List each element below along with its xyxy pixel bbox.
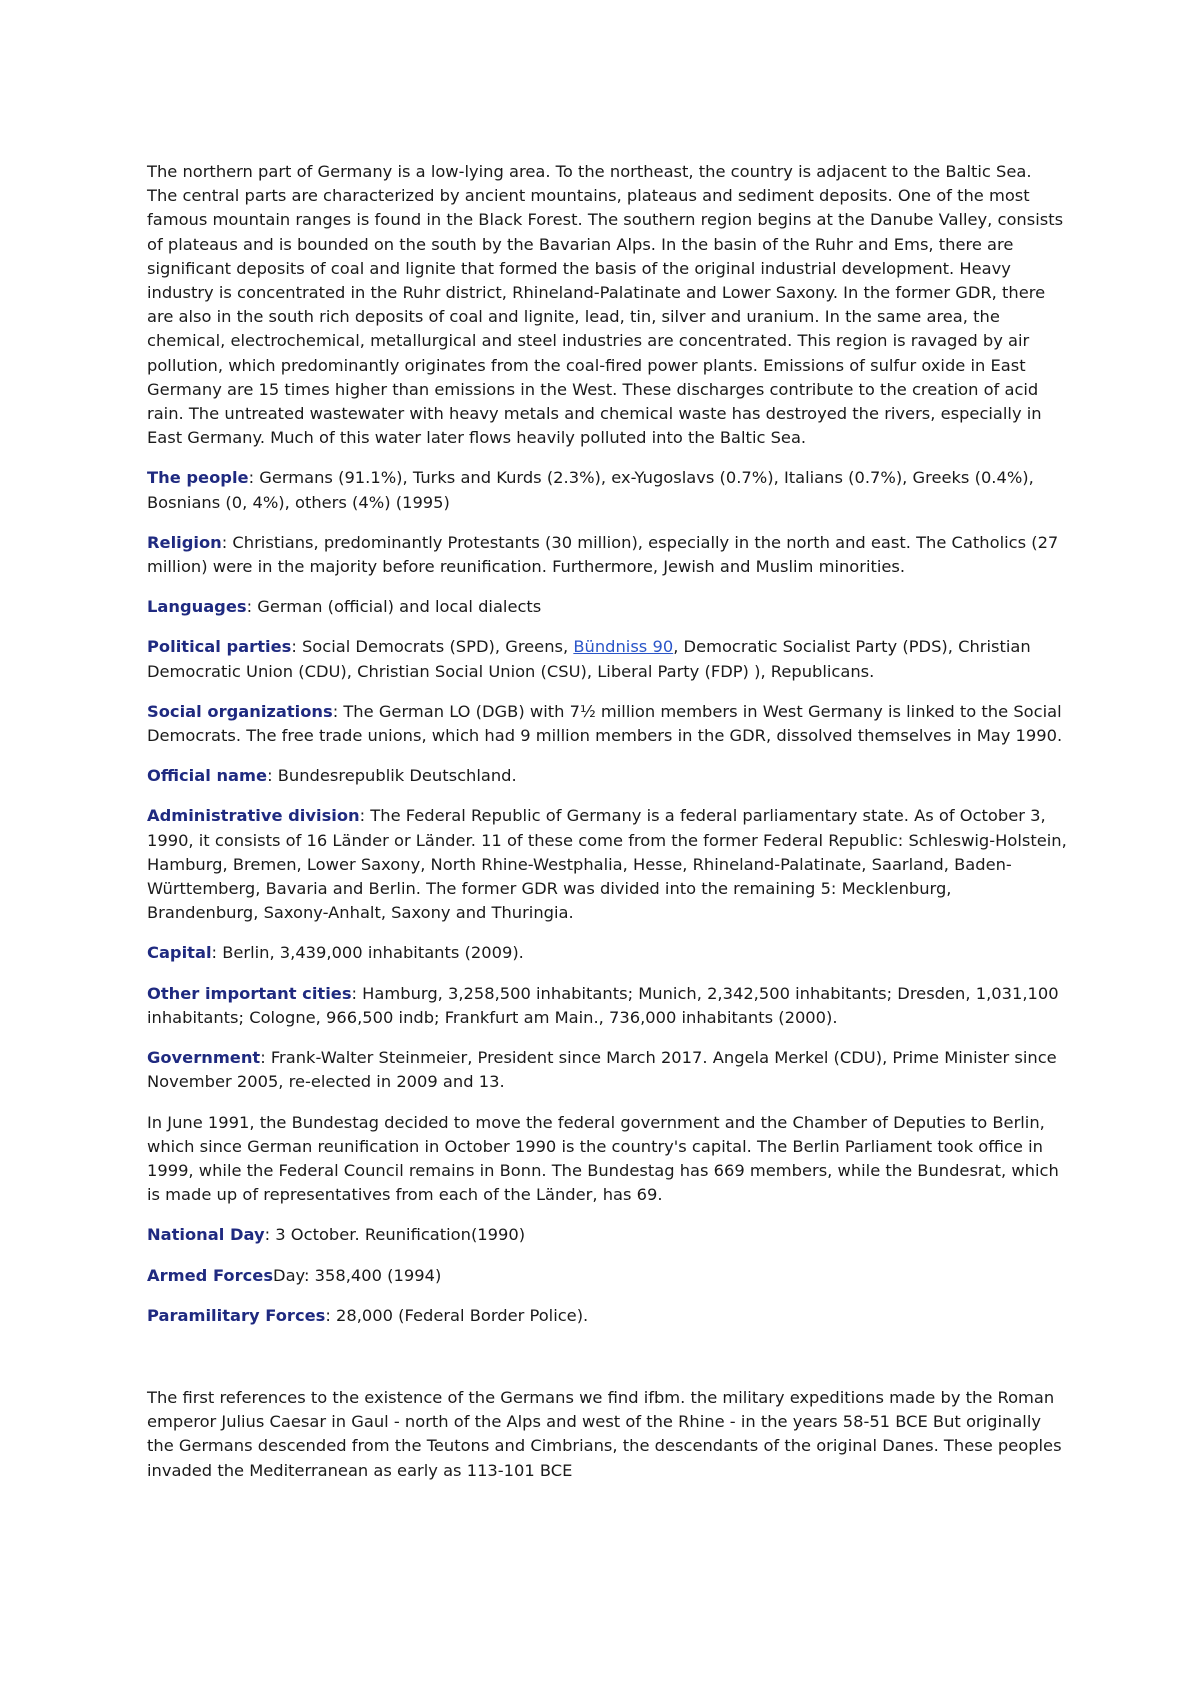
section-spacer [147, 1344, 1067, 1386]
religion-label: Religion [147, 532, 222, 552]
official-name-paragraph [147, 764, 1067, 788]
languages-text: : German (official) and local dialects [246, 597, 542, 617]
armed-forces-label: Armed Forces [147, 1265, 274, 1285]
armed-forces-text: Day: 358,400 (1994) [273, 1265, 442, 1285]
armed-forces-paragraph [147, 1264, 1067, 1288]
languages-label: Languages [147, 597, 247, 617]
national-day-paragraph [147, 1223, 1067, 1247]
intro-paragraph: The northern part of Germany is a low-lying area. To the northeast, the country is adjacent to the Baltic Sea. The central parts are characterized by ancient mountains, plateaus and sediment deposits. One of the most famous mountain ranges is found in the Black Forest. The southern region begins at the Danube Valley, consists of plateaus and is bounded on the south by the Bavarian Alps. In the basin of the Ruhr and Ems, there are significant deposits of coal and lignite that formed the basis of the original industrial development. Heavy industry is concentrated in the Ruhr district, Rhineland-Palatinate and Lower Saxony. In the former GDR, there are also in the south rich deposits of coal and lignite, lead, tin, silver and uranium. In the same area, the chemical, electrochemical, metallurgical and steel industries are concentrated. This region is ravaged by air pollution, which predominantly originates from the coal-fired power plants. Emissions of sulfur oxide in East Germany are 15 times higher than emissions in the West. These discharges contribute to the creation of acid rain. The untreated wastewater with heavy metals and chemical waste has destroyed the rivers, especially in East Germany. Much of this water later flows heavily polluted into the Baltic Sea. [147, 162, 1064, 448]
national-day-text: : 3 October. Reunification(1990) [264, 1225, 526, 1245]
languages-paragraph [147, 595, 1067, 619]
cities-paragraph [147, 982, 1067, 1030]
social-text: : The German LO (DGB) with 7½ million members in West Germany is linked to the Social Democrats. The free trade unions, which had 9 million members in the GDR, dissolved themselves in May 1990. [147, 701, 1063, 746]
paramilitary-text: : 28,000 (Federal Border Police). [325, 1305, 589, 1325]
capital-label: Capital [147, 943, 212, 963]
admin-label: Administrative division [147, 806, 360, 826]
religion-text: : Christians, predominantly Protestants (30 million), especially in the north and east. The Catholics (27 million) were in the majority before reunification. Furthermore, Jewish and Muslim minorities. [147, 532, 1059, 577]
national-day-label: National Day [147, 1225, 265, 1245]
government-text: : Frank-Walter Steinmeier, President since March 2017. Angela Merkel (CDU), Prime Minister since November 2005, re-elected in 2009 and 13. [147, 1048, 1057, 1092]
capital-text: : Berlin, 3,439,000 inhabitants (2009). [211, 943, 524, 963]
cities-label: Other important cities [147, 983, 352, 1003]
people-text: : Germans (91.1%), Turks and Kurds (2.3%), ex-Yugoslavs (0.7%), Italians (0.7%), Greeks (0.4%), Bosnians (0, 4%), others (4%) (1995) [147, 468, 1034, 512]
social-paragraph [147, 700, 1067, 748]
government-paragraph [147, 1046, 1067, 1094]
document-page [147, 160, 1067, 1499]
capital-paragraph [147, 941, 1067, 965]
bundestag-paragraph: In June 1991, the Bundestag decided to move the federal government and the Chamber of Deputies to Berlin, which since German reunification in October 1990 is the country's capital. The Berlin Parliament took office in 1999, while the Federal Council remains in Bonn. The Bundestag has 669 members, while the Bundesrat, which is made up of representatives from each of the Länder, has 69. [147, 1112, 1059, 1205]
paramilitary-label: Paramilitary Forces [147, 1305, 326, 1325]
bundniss-90-link[interactable]: Bündniss 90 [573, 637, 674, 657]
admin-paragraph [147, 804, 1067, 925]
cities-text: : Hamburg, 3,258,500 inhabitants; Munich, 2,342,500 inhabitants; Dresden, 1,031,100 inhabitants; Cologne, 966,500 indb; Frankfurt am Main., 736,000 inhabitants (2000). [147, 983, 1059, 1027]
people-paragraph [147, 466, 1067, 514]
official-name-text: : Bundesrepublik Deutschland. [267, 766, 517, 786]
official-name-label: Official name [147, 766, 268, 786]
religion-paragraph [147, 531, 1067, 579]
parties-text-after: , Democratic Socialist Party (PDS), Christian Democratic Union (CDU), Christian Social Union (CSU), Liberal Party (FDP) ), Republicans. [147, 637, 1031, 681]
parties-label: Political parties [147, 637, 292, 657]
social-label: Social organizations [147, 701, 333, 721]
people-label: The people [147, 468, 249, 488]
history-paragraph: The first references to the existence of the Germans we find ifbm. the military expeditions made by the Roman emperor Julius Caesar in Gaul - north of the Alps and west of the Rhine - in the years 58-51 BCE But originally the Germans descended from the Teutons and Cimbrians, the descendants of the original Danes. These peoples invaded the Mediterranean as early as 113-101 BCE [147, 1387, 1062, 1480]
government-label: Government [147, 1048, 261, 1068]
parties-paragraph [147, 635, 1067, 683]
admin-text: : The Federal Republic of Germany is a federal parliamentary state. As of October 3, 1990, it consists of 16 Länder or Länder. 11 of these come from the former Federal Republic: Schleswig-Holstein, Hamburg, Bremen, Lower Saxony, North Rhine-Westphalia, Hesse, Rhineland-Palatinate, Saarland, Baden-Württemberg, Bavaria and Berlin. The former GDR was divided into the remaining 5: Mecklenburg, Brandenburg, Saxony-Anhalt, Saxony and Thuringia. [147, 806, 1067, 923]
paramilitary-paragraph [147, 1304, 1067, 1328]
parties-text-before: : Social Democrats (SPD), Greens, [291, 637, 574, 657]
